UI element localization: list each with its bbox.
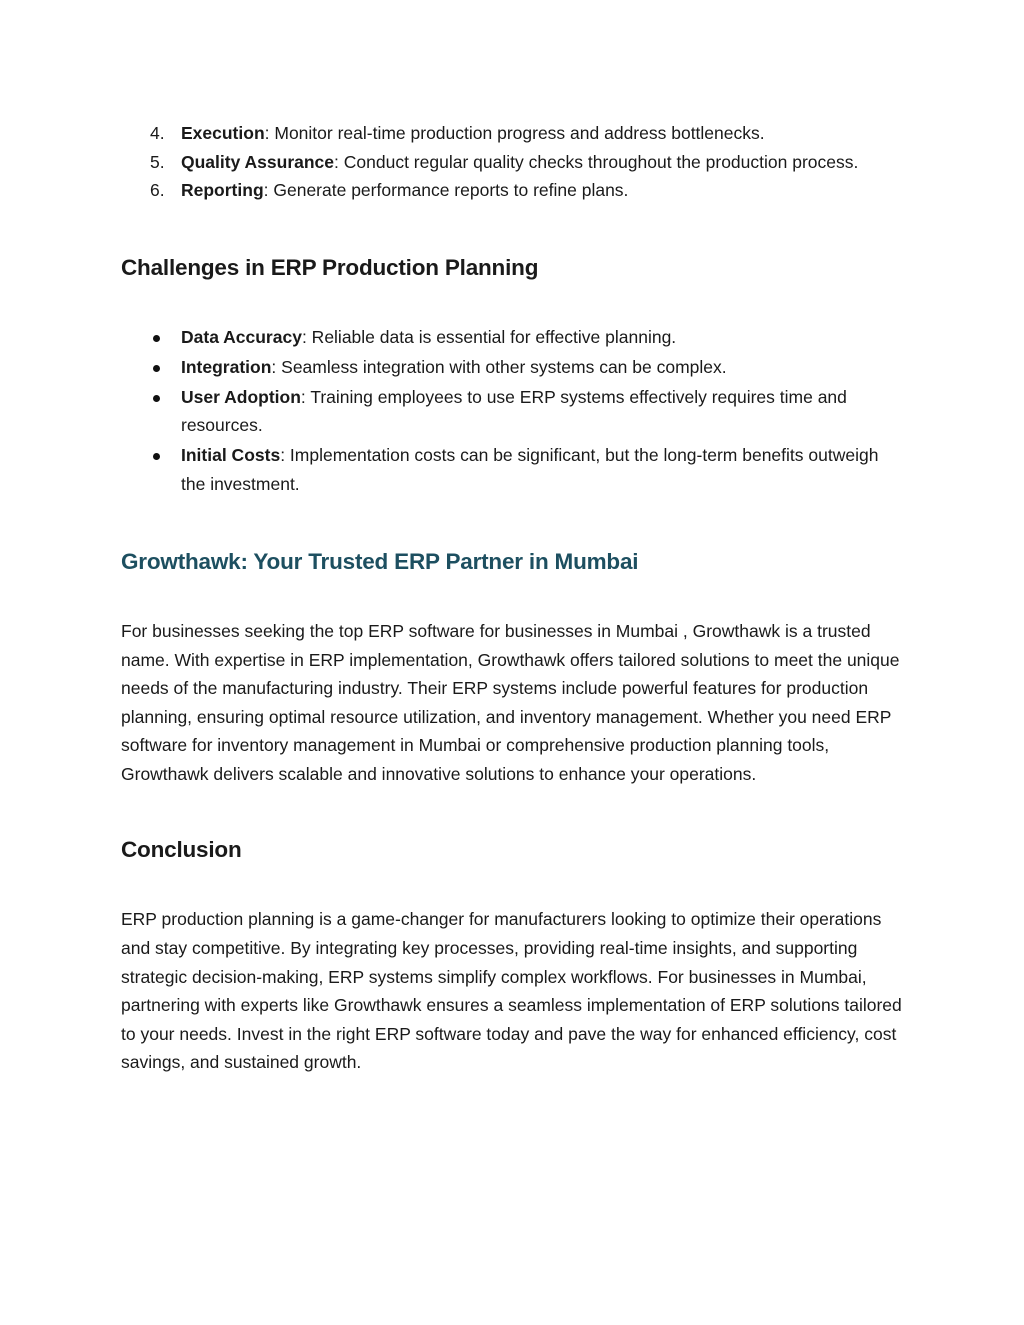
challenges-heading: Challenges in ERP Production Planning [121, 254, 539, 280]
list-number: 6. [150, 180, 165, 201]
bullet-icon [153, 335, 160, 342]
document-content [121, 119, 906, 1077]
list-item [121, 383, 906, 440]
bullet-icon [153, 365, 160, 372]
list-item [121, 148, 906, 177]
list-item [121, 353, 906, 382]
steps-list [121, 119, 906, 205]
list-item-term: Data Accuracy [181, 326, 302, 347]
list-item-text [181, 327, 676, 347]
list-item-text [181, 152, 858, 172]
bullet-icon [153, 395, 160, 402]
list-item-text [181, 445, 878, 494]
list-item-term: Execution [181, 123, 265, 143]
list-item [121, 441, 906, 498]
list-item [121, 119, 906, 148]
list-item-description: : Seamless integration with other systems can be complex. [271, 356, 727, 377]
list-number: 4. [150, 123, 165, 143]
list-item-text [181, 180, 628, 200]
list-item-description: : Implementation costs can be significant, but the long-term benefits outweigh the investment. [181, 445, 879, 494]
list-item-term: Reporting [181, 180, 264, 201]
conclusion-heading: Conclusion [121, 837, 242, 863]
list-item-description: : Reliable data is essential for effective planning. [301, 326, 677, 347]
list-item-term: User Adoption [181, 386, 301, 407]
growthawk-paragraph: For businesses seeking the top ERP software for businesses in Mumbai , Growthawk is a trusted name. With expertise in ERP implementation, Growthawk offers tailored solutions to meet the unique needs of the manufacturing industry. Their ERP systems include powerful features for production planning, ensuring optimal resource utilization, and inventory management. Whether you need ERP software for inventory management in Mumbai or comprehensive production planning tools, Growthawk delivers scalable and innovative solutions to enhance your operations. [121, 620, 900, 784]
list-number: 5. [150, 151, 165, 172]
bullet-icon [153, 453, 160, 460]
list-item-term: Quality Assurance [181, 151, 335, 172]
list-item-description: : Training employees to use ERP systems effectively requires time and resources. [181, 386, 847, 436]
growthawk-heading: Growthawk: Your Trusted ERP Partner in Mumbai [121, 548, 639, 574]
list-item-text [181, 123, 765, 143]
list-item-description: : Monitor real-time production progress and address bottlenecks. [264, 123, 765, 143]
challenges-list [121, 323, 906, 499]
list-item-term: Integration [181, 356, 272, 377]
list-item [121, 323, 906, 352]
list-item [121, 176, 906, 205]
list-item-term: Initial Costs [181, 445, 281, 466]
list-item-text [181, 387, 847, 436]
list-item-description: : Conduct regular quality checks throughout the production process. [334, 151, 859, 172]
list-item-description: : Generate performance reports to refine plans. [263, 180, 629, 201]
conclusion-paragraph: ERP production planning is a game-changer for manufacturers looking to optimize their operations and stay competitive. By integrating key processes, providing real-time insights, and supporting strategic decision-making, ERP systems simplify complex workflows. For businesses in Mumbai, partnering with experts like Growthawk ensures a seamless implementation of ERP solutions tailored to your needs. Invest in the right ERP software today and pave the way for enhanced efficiency, cost savings, and sustained growth. [121, 909, 902, 1073]
list-item-text [181, 357, 727, 377]
